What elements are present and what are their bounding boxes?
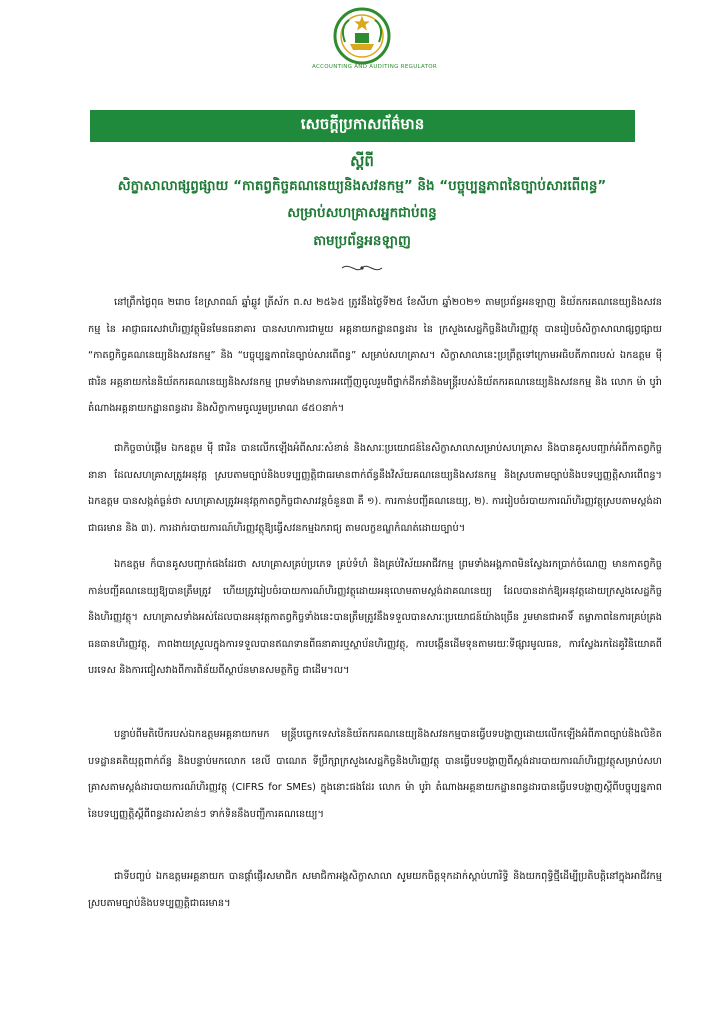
- subtitle-line-4: តាមប្រព័ន្ធអនឡាញ: [313, 233, 411, 249]
- logo-caption: ACCOUNTING AND AUDITING REGULATOR: [312, 64, 438, 70]
- subtitle-line-3: សម្រាប់សហគ្រាសអ្នកជាប់ពន្ធ: [287, 205, 437, 221]
- paragraph-3-text: ឯកឧត្តម ក៏បានគូសបញ្ជាក់ផងដែរថា សហគ្រាសគ្រប់ប្រភេទ គ្រប់ទំហំ និងគ្រប់វិស័យអាជីវកម្ម ព្រមទាំងអង្គភាពមិនស្វែងរកប្រាក់ចំណេញ មានកាតព្វកិច្ចកាន់បញ្ជីគណនេយ្យឱ្យបានត្រឹមត្រូវ ហើយត្រូវរៀបចំរបាយការណ៍ហិរញ្ញវត្ថុដោយអនុលោមតាមស្តង់ដាគណនេយ្យ ដែលបានដាក់ឱ្យអនុវត្តដោយក្រសួងសេដ្ឋកិច្ច និងហិរញ្ញវត្ថុ។ សហគ្រាសទាំងអស់ដែលបានអនុវត្តកាតព្វកិច្ចទាំងនេះបានត្រឹមត្រូវនឹងទទួលបានសារៈប្រយោជន៍យ៉ាងច្រើន រួមមានជាអាទិ៍ តម្លាភាពនៃការគ្រប់គ្រងធនធានហិរញ្ញវត្ថុ, ភាពងាយស្រួលក្នុងការទទួលបានឥណទានពីធនាគារឬស្ថាប័នហិរញ្ញវត្ថុ, ការបង្កើនដើមទុនតាមរយៈទីផ្សារមូលធន, ការស្វែងរកដៃគូវិនិយោគពីបរទេស និងការជៀសវាងពីការពិន័យពីស្ថាប័នមានសមត្ថកិច្ច ជាដើម។ល។: [88, 559, 662, 676]
- paragraph-3: [88, 552, 662, 712]
- paragraph-2: [88, 436, 662, 544]
- press-release-banner: [90, 110, 635, 142]
- paragraph-1: [88, 290, 662, 428]
- paragraph-1-text: នៅព្រឹកថ្ងៃពុធ ២រោច ខែស្រាពណ៍ ឆ្នាំឆ្លូវ ត្រីស័ក ព.ស ២៥៦៥ ត្រូវនឹងថ្ងៃទី២៥ ខែសីហា ឆ្នាំ២០២១ តាមប្រព័ន្ធអនឡាញ និយ័តករគណនេយ្យនិងសវនកម្ម នៃ អាជ្ញាធរសេវាហិរញ្ញវត្ថុមិនមែនធនាគារ បានសហការជាមួយ អគ្គនាយកដ្ឋានពន្ធដារ នៃ ក្រសួងសេដ្ឋកិច្ចនិងហិរញ្ញវត្ថុ បានរៀបចំសិក្ខាសាលាផ្សព្វផ្សាយ “កាតព្វកិច្ចគណនេយ្យនិងសវនកម្ម” និង “បច្ចុប្បន្នភាពនៃច្បាប់សារពើពន្ធ” សម្រាប់សហគ្រាស។ សិក្ខាសាលានេះប្រព្រឹត្តទៅក្រោមអធិបតីភាពរបស់ ឯកឧត្តម ម៉ី ផារិន អគ្គនាយកនៃនិយ័តករគណនេយ្យនិងសវនកម្ម ព្រមទាំងមានការអញ្ជើញចូលរួមពីថ្នាក់ដឹកនាំនិងមន្ត្រីរបស់និយ័តករគណនេយ្យនិងសវនកម្ម និង លោក ម៉ា បូរ៉ា តំណាងអគ្គនាយកដ្ឋានពន្ធដារ និងសិក្ខាកាមចូលរួមប្រមាណ ៨៥០នាក់។: [88, 297, 662, 414]
- subtitle-line-2: សិក្ខាសាលាផ្សព្វផ្សាយ “កាតព្វកិច្ចគណនេយ្យនិងសវនកម្ម” និង “បច្ចុប្បន្នភាពនៃច្បាប់សារពើពន្ធ”: [117, 178, 607, 194]
- header-logo: [312, 6, 438, 74]
- subtitle-line-1: ស្តីពី: [350, 152, 374, 170]
- banner-title: សេចក្តីប្រកាសព័ត៌មាន: [300, 115, 425, 133]
- paragraph-4-text: បន្ទាប់ពីមតិបើករបស់ឯកឧត្តមអគ្គនាយកមក មន្ត្រីបច្ចេកទេសនៃនិយ័តករគណនេយ្យនិងសវនកម្មបានធ្វើបទបង្ហាញដោយលើកឡើងអំពីភាពច្បាប់និងលិខិតបទដ្ឋានគតិយុត្តពាក់ព័ន្ធ និងបន្ទាប់មកលោក ខេលី បាណេត ទីប្រឹក្សាក្រសួងសេដ្ឋកិច្ចនិងហិរញ្ញវត្ថុ បានធ្វើបទបង្ហាញពីស្តង់ដារបាយការណ៍ហិរញ្ញវត្ថុសម្រាប់សហគ្រាសតាមស្តង់ដារបាយការណ៍ហិរញ្ញវត្ថុ (CIFRS for SMEs) ក្នុងនោះផងដែរ លោក ម៉ា បូរ៉ា តំណាងអគ្គនាយកដ្ឋានពន្ធដារបានធ្វើបទបង្ហាញស្តីពីបច្ចុប្បន្នភាពនៃបទប្បញ្ញត្តិស្តីពីពន្ធដារសំខាន់ៗ ទាក់ទិននឹងបញ្ជីការគណនេយ្យ។: [88, 729, 662, 820]
- ministry-emblem-icon: [327, 6, 397, 66]
- divider-ornament-icon: [340, 262, 384, 274]
- paragraph-5-text: ជាទីបញ្ចប់ ឯកឧត្តមអគ្គនាយក បានផ្តាំផ្ញើរសមាជិក សមាជិកាអង្គសិក្ខាសាលា សូមយកចិត្តទុកដាក់ស្តាប់ហារិទ្ធិ និងយកពុទ្ធិថ្មីដើម្បីប្រតិបត្តិនៅក្នុងអាជីវកម្ម ស្របតាមច្បាប់និងបទប្បញ្ញត្តិជាធរមាន។: [88, 871, 662, 909]
- paragraph-2-text: ជាកិច្ចចាប់ផ្តើម ឯកឧត្តម ម៉ី ផារិន បានលើកឡើងអំពីសារៈសំខាន់ និងសារៈប្រយោជន៍នៃសិក្ខាសាលាសម្រាប់សហគ្រាស និងបានគូសបញ្ជាក់អំពីកាតព្វកិច្ចនានា ដែលសហគ្រាសត្រូវអនុវត្ត ស្របតាមច្បាប់និងបទប្បញ្ញត្តិជាធរមានពាក់ព័ន្ធនឹងវិស័យគណនេយ្យនិងសវនកម្ម និងស្របតាមច្បាប់និងបទប្បញ្ញត្តិសារពើពន្ធ។ ឯកឧត្តម បានសង្កត់ធ្ងន់ថា សហគ្រាសត្រូវអនុវត្តកាតព្វកិច្ចជាសារវន្តចំនួន៣ គឺ ១). ការកាន់បញ្ជីគណនេយ្យ, ២). ការរៀបចំរបាយការណ៍ហិរញ្ញវត្ថុស្របតាមស្តង់ដាជាធរមាន និង ៣). ការដាក់របាយការណ៍ហិរញ្ញវត្ថុឱ្យធ្វើសវនកម្មឯករាជ្យ តាមលក្ខខណ្ឌកំណត់ដោយច្បាប់។: [88, 443, 662, 534]
- paragraph-5: [88, 864, 662, 922]
- paragraph-4: [88, 722, 662, 852]
